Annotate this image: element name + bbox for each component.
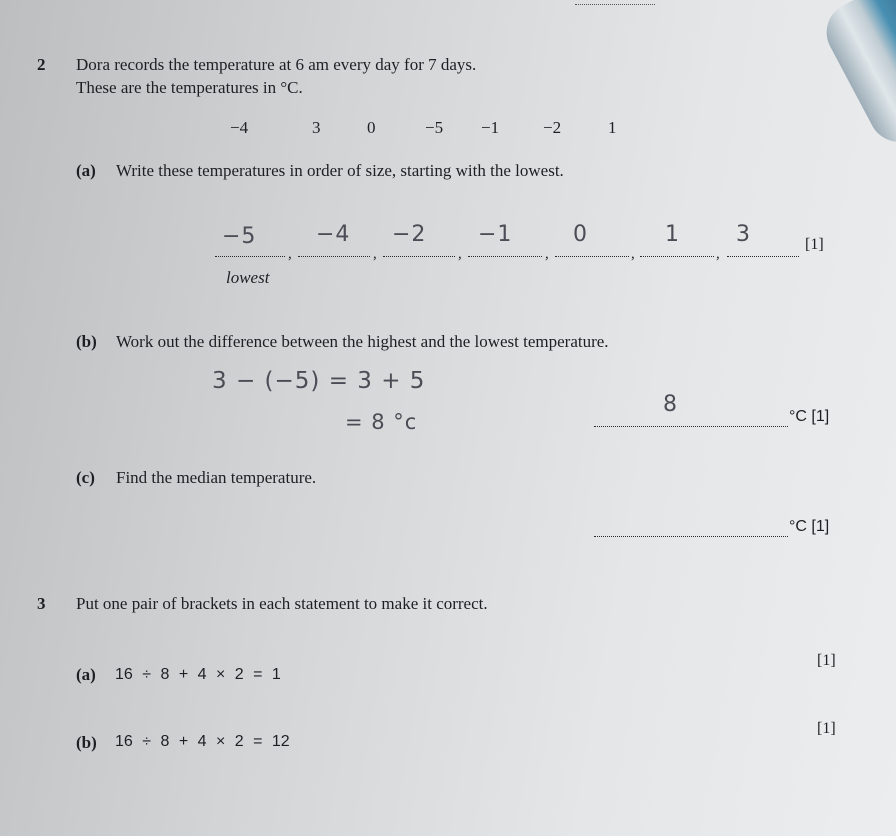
part-a-label: (a) bbox=[76, 665, 96, 684]
answer-line bbox=[640, 256, 714, 257]
q2-intro-line2: These are the temperatures in °C. bbox=[76, 78, 303, 97]
temp-value: 1 bbox=[608, 118, 617, 137]
comma: , bbox=[288, 246, 292, 262]
handwritten-answer: 1 bbox=[665, 222, 680, 247]
handwritten-working-line1: 3 − (−5) = 3 + 5 bbox=[212, 368, 426, 394]
answer-line bbox=[594, 426, 788, 427]
comma: , bbox=[631, 246, 635, 262]
part-b-label: (b) bbox=[76, 332, 97, 351]
answer-line bbox=[468, 256, 542, 257]
comma: , bbox=[373, 246, 377, 262]
temp-value: −1 bbox=[481, 118, 500, 137]
pen-object bbox=[816, 0, 896, 152]
q2-intro-line1: Dora records the temperature at 6 am every day for 7 days. bbox=[76, 55, 477, 74]
comma: , bbox=[545, 246, 549, 262]
lowest-label: lowest bbox=[226, 268, 270, 287]
handwritten-answer: −2 bbox=[392, 222, 427, 247]
marks-label: [1] bbox=[817, 652, 836, 669]
part-c-label: (c) bbox=[76, 468, 95, 487]
answer-line bbox=[215, 256, 285, 257]
comma: , bbox=[458, 246, 462, 262]
temp-value: −4 bbox=[230, 118, 249, 137]
handwritten-answer: −5 bbox=[222, 224, 257, 249]
answer-line bbox=[555, 256, 629, 257]
part-c-text: Find the median temperature. bbox=[116, 468, 317, 487]
q3-text: Put one pair of brackets in each statement to make it correct. bbox=[76, 594, 488, 613]
handwritten-working-line2: = 8 °c bbox=[345, 410, 418, 434]
handwritten-answer: −1 bbox=[478, 222, 513, 247]
temp-value: 3 bbox=[312, 118, 321, 137]
question-number-2: 2 bbox=[37, 55, 46, 74]
top-dotted-line bbox=[575, 4, 655, 5]
question-number-3: 3 bbox=[37, 594, 46, 613]
expression-b: 16 ÷ 8 + 4 × 2 = 12 bbox=[115, 733, 290, 750]
temp-value: 0 bbox=[367, 118, 376, 137]
marks-label: [1] bbox=[817, 720, 836, 737]
comma: , bbox=[716, 246, 720, 262]
temp-value: −2 bbox=[543, 118, 562, 137]
temp-value: −5 bbox=[425, 118, 444, 137]
answer-line bbox=[298, 256, 370, 257]
unit-marks-label: °C [1] bbox=[789, 408, 830, 425]
handwritten-answer: 3 bbox=[736, 222, 751, 247]
answer-line bbox=[383, 256, 455, 257]
part-b-text: Work out the difference between the highest and the lowest temperature. bbox=[116, 332, 609, 351]
handwritten-answer: 0 bbox=[573, 222, 588, 247]
expression-a: 16 ÷ 8 + 4 × 2 = 1 bbox=[115, 666, 281, 683]
handwritten-answer: −4 bbox=[316, 222, 351, 247]
marks-label: [1] bbox=[805, 236, 824, 253]
answer-line bbox=[594, 536, 788, 537]
unit-marks-label: °C [1] bbox=[789, 518, 830, 535]
part-a-label: (a) bbox=[76, 161, 96, 180]
part-b-label: (b) bbox=[76, 733, 97, 752]
part-a-text: Write these temperatures in order of size, starting with the lowest. bbox=[116, 161, 564, 180]
handwritten-answer-b: 8 bbox=[663, 392, 678, 417]
answer-line bbox=[727, 256, 799, 257]
